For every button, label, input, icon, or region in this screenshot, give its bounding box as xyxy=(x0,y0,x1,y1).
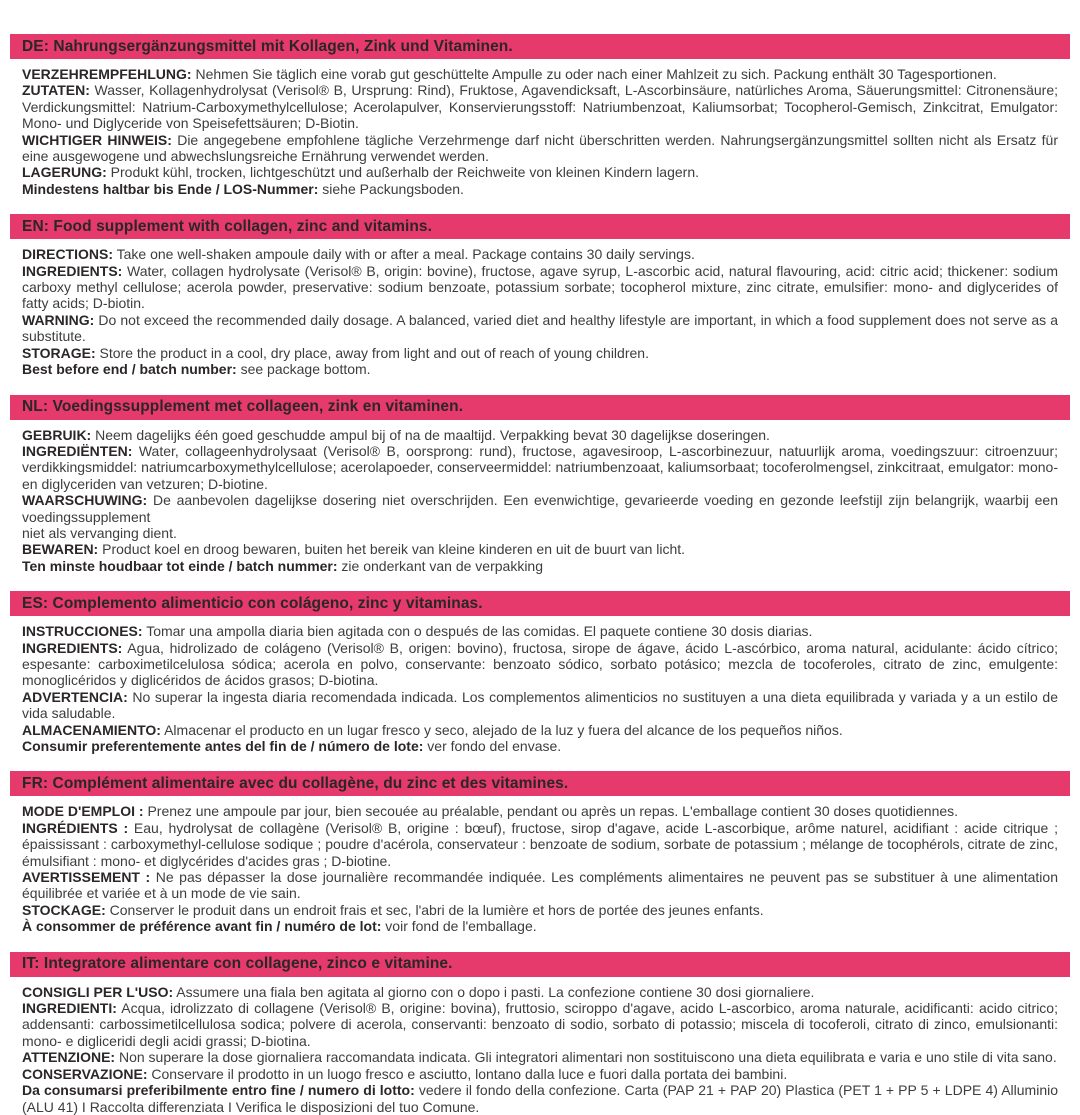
paragraph-label: CONSERVAZIONE: xyxy=(22,1065,148,1082)
paragraph-text: Prenez une ampoule par jour, bien secouée au préalable, pendant ou après un repas. L'emballage contient 30 doses quotidiennes. xyxy=(143,803,959,820)
paragraph-text: Neem dagelijks één goed geschudde ampul bij of na de maaltijd. Verpakking bevat 30 dagelijkse doseringen. xyxy=(91,426,770,443)
paragraph-text: Product koel en droog bewaren, buiten het bereik van kleine kinderen en uit de buurt van licht. xyxy=(98,541,686,558)
paragraph-text-continued: niet als vervanging dient. xyxy=(22,524,177,541)
section-title: IT: Integratore alimentare con collagene, zinco e vitamine. xyxy=(22,955,453,973)
label-paragraph xyxy=(22,312,1058,345)
section-body xyxy=(10,420,1070,575)
paragraph-label: Best before end / batch number: xyxy=(22,361,237,378)
section-body xyxy=(10,59,1070,197)
section-title: NL: Voedingssupplement met collageen, zink en vitaminen. xyxy=(22,398,464,415)
section-body xyxy=(10,616,1070,754)
label-paragraph xyxy=(22,66,1058,82)
paragraph-text: Eau, hydrolysat de collagène (Verisol® B, origine : bœuf), fructose, sirop d'agave, acide L-ascorbique, arôme naturel, acidifiant : acide citrique ; épaississant : carboxymethyl-cellulose sodique ; poudre d'acérola, conservateur : benzoate de sodium, sorbate de potassium ; mélange de tocophérols, citrate de zinc, émulsifiant : mono- et diglycérides d'acides gras ; D-biotine. xyxy=(22,819,1058,869)
label-paragraph xyxy=(22,820,1058,869)
label-paragraph xyxy=(22,1082,1058,1115)
section-body xyxy=(10,796,1070,934)
label-paragraph xyxy=(22,361,1058,377)
paragraph-label: Mindestens haltbar bis Ende / LOS-Nummer: xyxy=(22,180,319,197)
label-paragraph xyxy=(22,263,1058,312)
paragraph-label: VERZEHREMPFEHLUNG: xyxy=(22,66,192,82)
paragraph-label: INSTRUCCIONES: xyxy=(22,623,143,640)
paragraph-text: Almacenar el producto en un lugar fresco y seco, alejado de la luz y fuera del alcance de los pequeños niños. xyxy=(160,721,843,738)
paragraph-text: De aanbevolen dagelijkse dosering niet overschrijden. Een evenwichtige, gevarieerde voeding en gezonde leefstijl zijn belangrijk, waarbij een voedingssupplement xyxy=(22,492,1058,525)
paragraph-text: Do not exceed the recommended daily dosage. A balanced, varied diet and healthy lifestyle are important, in which a food supplement does not serve as a substitute. xyxy=(22,311,1058,345)
paragraph-label: Da consumarsi preferibilmente entro fine / numero di lotto: xyxy=(22,1082,415,1099)
language-section-en xyxy=(10,214,1070,377)
label-paragraph xyxy=(22,869,1058,902)
language-section-de xyxy=(10,34,1070,197)
paragraph-text: Conserver le produit dans un endroit frais et sec, l'abri de la lumière et hors de portée des jeunes enfants. xyxy=(105,901,764,918)
language-section-nl xyxy=(10,395,1070,575)
paragraph-text: No superar la ingesta diaria recomendada indicada. Los complementos alimenticios no sustituyen a una dieta equilibrada y variada y a un estilo de vida saludable. xyxy=(22,688,1058,722)
label-paragraph xyxy=(22,443,1058,492)
paragraph-label: AVERTISSEMENT : xyxy=(22,869,151,886)
language-section-it xyxy=(10,952,1070,1115)
label-paragraph xyxy=(22,984,1058,1000)
label-paragraph xyxy=(22,164,1058,180)
paragraph-label: À consommer de préférence avant fin / numéro de lot: xyxy=(22,918,382,935)
label-paragraph xyxy=(22,722,1058,738)
label-paragraph xyxy=(22,82,1058,131)
label-paragraph xyxy=(22,181,1058,197)
paragraph-text: Take one well-shaken ampoule daily with or after a meal. Package contains 30 daily servings. xyxy=(113,246,695,263)
label-paragraph xyxy=(22,803,1058,819)
label-paragraph xyxy=(22,1066,1058,1082)
label-paragraph xyxy=(22,902,1058,918)
section-header-bar xyxy=(10,34,1070,59)
section-title: EN: Food supplement with collagen, zinc and vitamins. xyxy=(22,217,433,235)
multilingual-product-label xyxy=(10,0,1070,1115)
paragraph-label: CONSIGLI PER L'USO: xyxy=(22,983,174,1000)
paragraph-label: STOCKAGE: xyxy=(22,901,106,918)
paragraph-label: INGRÉDIENTS : xyxy=(22,819,129,836)
paragraph-text: vedere il fondo della confezione. Carta (PAP 21 + PAP 20) Plastica (PET 1 + PP 5 + LDPE 4) Alluminio (ALU 41) I Raccolta differenziata I Verifica le disposizioni del tuo Comune. xyxy=(22,1082,1058,1115)
paragraph-text: Conservare il prodotto in un luogo fresco e asciutto, lontano dalla luce e fuori dalla portata dei bambini. xyxy=(147,1065,788,1082)
label-paragraph xyxy=(22,492,1058,541)
paragraph-label: INGREDIENTS: xyxy=(22,262,123,279)
paragraph-text: siehe Packungsboden. xyxy=(318,180,464,197)
paragraph-text: Acqua, idrolizzato di collagene (Verisol® B, origine: bovina), fruttosio, sciroppo d'agave, acido L-ascorbico, aroma naturale, acidificanti: acido citrico; addensanti: carbossimetilcellulosa sodica; polvere di acerola, conservanti: benzoato di sodio, sorbato di potassio; miscela di tocoferoli, citrato di zinco, emulsionanti: mono- e digliceridi degli acidi grassi; D-biotina. xyxy=(22,1000,1058,1049)
section-header-bar xyxy=(10,214,1070,239)
section-header-bar xyxy=(10,395,1070,420)
section-header-bar xyxy=(10,591,1070,616)
paragraph-label: ZUTATEN: xyxy=(22,82,90,99)
paragraph-text: Agua, hidrolizado de colágeno (Verisol® B, origen: bovino), fructosa, sirope de ágave, ácido L-ascórbico, aroma natural, acidulante: ácido cítrico; espesante: carboximetilcelulosa sódica; acerola en polvo, conservante: benzoato sódico, sorbato potásico; mezcla de tocoferoles, citrato de zinc, emulgente: monoglicéridos y diglicéridos de ácidos grasos; D-biotina. xyxy=(22,639,1058,689)
paragraph-text: Water, collageenhydrolysaat (Verisol® B, oorsprong: rund), fructose, agavesiroop, L-ascorbinezuur, natuurlijk aroma, voedingszuur: citroenzuur; verdikkingsmiddel: natriumcarboxymethylcellulose; acerolapoeder, conserveermiddel: natriumbenzoaat, kaliumsorbaat; tocoferolmengsel, zinkcitraat, emulgator: mono- en diglyceriden van vetzuren; D-biotine. xyxy=(22,442,1058,492)
paragraph-label: ALMACENAMIENTO: xyxy=(22,721,161,738)
label-paragraph xyxy=(22,246,1058,262)
label-paragraph xyxy=(22,738,1058,754)
label-paragraph xyxy=(22,1049,1058,1065)
paragraph-label: Consumir preferentemente antes del fin de / número de lote: xyxy=(22,738,424,754)
paragraph-text: Water, collagen hydrolysate (Verisol® B, origin: bovine), fructose, agave syrup, L-ascorbic acid, natural flavouring, acid: citric acid; thickener: sodium carboxy methyl cellulose; acerola powder, preservative: sodium benzoate, potassium sorbate; tocopherol mixture, zinc citrate, emulsifier: mono- and diglycerides of fatty acids; D-biotin. xyxy=(22,262,1058,312)
section-title: ES: Complemento alimenticio con colágeno, zinc y vitaminas. xyxy=(22,594,483,612)
label-paragraph xyxy=(22,558,1058,574)
paragraph-text: Nehmen Sie täglich eine vorab gut geschüttelte Ampulle zu oder nach einer Mahlzeit zu sich. Packung enthält 30 Tagesportionen. xyxy=(191,66,997,82)
paragraph-label: WICHTIGER HINWEIS: xyxy=(22,131,172,148)
paragraph-text: Wasser, Kollagenhydrolysat (Verisol® B, Ursprung: Rind), Fruktose, Agavendicksaft, L-Ascorbinsäure, natürliches Aroma, Säuerungsmittel: Citronensäure; Verdickungsmittel: Natrium-Carboxymethylcellulose; Acerolapulver, Konservierungsstoff: Natriumbenzoat, Kaliumsorbat; Tocopherol-Gemisch, Zinkcitrat, Emulgator: Mono- und Diglyceride von Speisefettsäuren; D-Biotin. xyxy=(22,82,1058,132)
language-section-es xyxy=(10,591,1070,754)
label-paragraph xyxy=(22,1000,1058,1049)
section-title: DE: Nahrungsergänzungsmittel mit Kollagen, Zink und Vitaminen. xyxy=(22,37,513,55)
section-body xyxy=(10,977,1070,1115)
paragraph-label: ADVERTENCIA: xyxy=(22,688,128,705)
paragraph-text: Die angegebene empfohlene tägliche Verzehrmenge darf nicht überschritten werden. Nahrungsergänzungsmittel sollten nicht als Ersatz für eine ausgewogene und abwechslungsreiche Ernährung verwendet werden. xyxy=(22,131,1059,165)
section-title: FR: Complément alimentaire avec du collagène, du zinc et des vitamines. xyxy=(22,774,569,792)
paragraph-text: ver fondo del envase. xyxy=(423,738,562,754)
paragraph-label: LAGERUNG: xyxy=(22,164,107,181)
section-body xyxy=(10,239,1070,377)
label-paragraph xyxy=(22,132,1058,165)
section-header-bar xyxy=(10,771,1070,796)
label-paragraph xyxy=(22,640,1058,689)
paragraph-label: BEWAREN: xyxy=(22,541,99,558)
label-paragraph xyxy=(22,345,1058,361)
paragraph-label: WARNING: xyxy=(22,311,95,328)
paragraph-text: Ne pas dépasser la dose journalière recommandée indiquée. Les compléments alimentaires ne peuvent pas se substituer à une alimentation équilibrée et variée et à un mode de vie sain. xyxy=(22,869,1058,902)
label-paragraph xyxy=(22,541,1058,557)
paragraph-label: INGREDIËNTEN: xyxy=(22,442,133,459)
paragraph-text: zie onderkant van de verpakking xyxy=(337,557,544,574)
label-paragraph xyxy=(22,918,1058,934)
label-paragraph xyxy=(22,427,1058,443)
paragraph-text: voir fond de l'emballage. xyxy=(381,918,537,935)
paragraph-label: STORAGE: xyxy=(22,344,96,361)
paragraph-text: Store the product in a cool, dry place, away from light and out of reach of young children. xyxy=(95,344,649,361)
paragraph-label: GEBRUIK: xyxy=(22,426,92,443)
paragraph-text: see package bottom. xyxy=(236,361,371,378)
paragraph-text: Assumere una fiala ben agitata al giorno con o dopo i pasti. La confezione contiene 30 dosi giornaliere. xyxy=(173,983,815,1000)
paragraph-text: Tomar una ampolla diaria bien agitada con o después de las comidas. El paquete contiene 30 dosis diarias. xyxy=(142,623,813,640)
paragraph-label: Ten minste houdbaar tot einde / batch nummer: xyxy=(22,557,338,574)
paragraph-label: MODE D'EMPLOI : xyxy=(22,803,144,820)
paragraph-label: ATTENZIONE: xyxy=(22,1049,116,1066)
paragraph-label: WAARSCHUWING: xyxy=(22,492,148,509)
paragraph-text: Non superare la dose giornaliera raccomandata indicata. Gli integratori alimentari non sostituiscono una dieta equilibrata e varia e uno stile di vita sano. xyxy=(115,1049,1057,1066)
paragraph-label: DIRECTIONS: xyxy=(22,246,113,263)
language-section-fr xyxy=(10,771,1070,934)
paragraph-text: Produkt kühl, trocken, lichtgeschützt und außerhalb der Reichweite von kleinen Kindern lagern. xyxy=(106,164,700,181)
label-paragraph xyxy=(22,623,1058,639)
paragraph-label: INGREDIENTS: xyxy=(22,639,123,656)
section-header-bar xyxy=(10,952,1070,977)
label-paragraph xyxy=(22,689,1058,722)
paragraph-label: INGREDIENTI: xyxy=(22,1000,117,1017)
